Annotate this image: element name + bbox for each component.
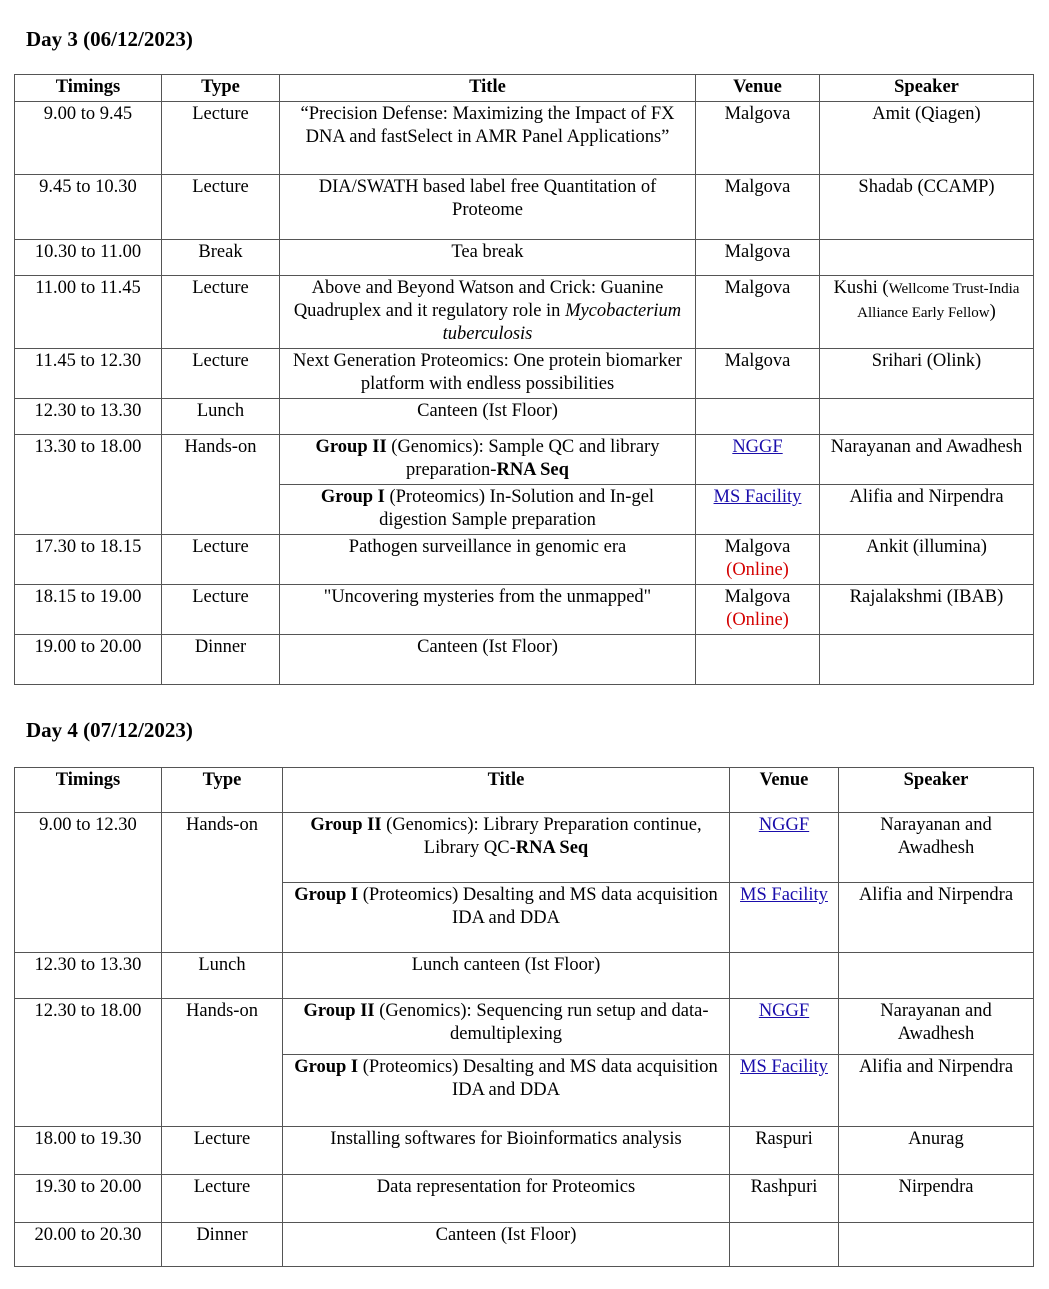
- title-text: (Proteomics) Desalting and MS data acquisition IDA and DDA: [358, 1057, 718, 1100]
- cell-venue: Malgova: [696, 102, 820, 175]
- cell-type: Lecture: [162, 349, 280, 399]
- cell-title: Canteen (Ist Floor): [280, 635, 696, 685]
- cell-speaker: [820, 399, 1034, 435]
- cell-time: 17.30 to 18.15: [15, 535, 162, 585]
- title-text: (Genomics): Library Preparation continue, Library QC-: [381, 815, 702, 858]
- cell-title: [280, 276, 696, 349]
- cell-speaker: Ankit (illumina): [820, 535, 1034, 585]
- table-row: [15, 813, 1034, 883]
- header-venue: Venue: [696, 75, 820, 102]
- cell-venue: [730, 813, 839, 883]
- table-row: [15, 240, 1034, 276]
- cell-speaker: Anurag: [839, 1127, 1034, 1175]
- cell-title: Data representation for Proteomics: [283, 1175, 730, 1223]
- cell-venue: [730, 883, 839, 953]
- table-row: [15, 999, 1034, 1055]
- table-row: [15, 1223, 1034, 1267]
- cell-venue: [730, 1055, 839, 1127]
- cell-venue: [696, 485, 820, 535]
- group-label: Group II: [315, 437, 387, 457]
- cell-speaker: Srihari (Olink): [820, 349, 1034, 399]
- cell-venue: [730, 999, 839, 1055]
- venue-link-ms-facility[interactable]: MS Facility: [740, 1057, 828, 1077]
- title-emphasis: RNA Seq: [515, 838, 589, 858]
- cell-speaker: Alifia and Nirpendra: [839, 1055, 1034, 1127]
- cell-venue: [730, 953, 839, 999]
- cell-title: [280, 485, 696, 535]
- speaker-paren: ): [989, 302, 996, 322]
- speaker-name: Kushi (: [833, 278, 889, 298]
- table-row: [15, 102, 1034, 175]
- cell-type: Dinner: [162, 1223, 283, 1267]
- table-row: [15, 175, 1034, 240]
- venue-link-nggf[interactable]: NGGF: [758, 1001, 810, 1021]
- day4-heading: Day 4 (07/12/2023): [26, 718, 193, 742]
- title-text: (Genomics): Sequencing run setup and data-demultiplexing: [374, 1001, 709, 1044]
- cell-type: Lecture: [162, 276, 280, 349]
- cell-speaker: [820, 240, 1034, 276]
- cell-title: [283, 883, 730, 953]
- cell-time: 11.00 to 11.45: [15, 276, 162, 349]
- group-label: Group I: [320, 487, 385, 507]
- cell-speaker: Narayanan and Awadhesh: [839, 813, 1034, 883]
- cell-speaker: [820, 635, 1034, 685]
- venue-link-ms-facility[interactable]: MS Facility: [713, 487, 802, 507]
- cell-speaker: [839, 953, 1034, 999]
- venue-link-nggf[interactable]: NGGF: [732, 437, 783, 457]
- cell-type: Lecture: [162, 535, 280, 585]
- header-type: Type: [162, 768, 283, 813]
- cell-time: 12.30 to 13.30: [15, 399, 162, 435]
- cell-type: Lecture: [162, 1175, 283, 1223]
- cell-type: Lecture: [162, 1127, 283, 1175]
- cell-type: Lecture: [162, 175, 280, 240]
- table-row: [15, 435, 1034, 485]
- cell-venue: [696, 399, 820, 435]
- cell-time: 12.30 to 13.30: [15, 953, 162, 999]
- cell-time: 12.30 to 18.00: [15, 999, 162, 1127]
- cell-speaker: Nirpendra: [839, 1175, 1034, 1223]
- cell-time: 19.00 to 20.00: [15, 635, 162, 685]
- cell-time: 9.00 to 12.30: [15, 813, 162, 953]
- group-label: Group I: [294, 885, 359, 905]
- cell-time: 18.15 to 19.00: [15, 585, 162, 635]
- cell-speaker: [820, 276, 1034, 349]
- speaker-affiliation: Wellcome Trust-India Alliance Early Fellow: [857, 281, 1020, 321]
- venue-link-nggf[interactable]: NGGF: [758, 815, 810, 835]
- cell-venue: [696, 535, 820, 585]
- cell-venue: Malgova: [696, 240, 820, 276]
- cell-venue: Raspuri: [730, 1127, 839, 1175]
- cell-speaker: Shadab (CCAMP): [820, 175, 1034, 240]
- cell-venue: Malgova: [696, 276, 820, 349]
- cell-title: “Precision Defense: Maximizing the Impact of FX DNA and fastSelect in AMR Panel Applications”: [280, 102, 696, 175]
- cell-title: Next Generation Proteomics: One protein biomarker platform with endless possibilities: [280, 349, 696, 399]
- table-header-row: [15, 768, 1034, 813]
- cell-time: 18.00 to 19.30: [15, 1127, 162, 1175]
- table-row: [15, 399, 1034, 435]
- cell-type: Hands-on: [162, 813, 283, 953]
- header-timings: Timings: [15, 768, 162, 813]
- cell-type: Dinner: [162, 635, 280, 685]
- table-row: [15, 635, 1034, 685]
- table-row: [15, 276, 1034, 349]
- cell-title: [280, 435, 696, 485]
- cell-time: 9.45 to 10.30: [15, 175, 162, 240]
- cell-speaker: Narayanan and Awadhesh: [820, 435, 1034, 485]
- header-title: Title: [280, 75, 696, 102]
- table-row: [15, 349, 1034, 399]
- table-row: [15, 535, 1034, 585]
- table-row: [15, 585, 1034, 635]
- title-text: Above and Beyond Watson and Crick: Guanine Quadruplex and it regulatory role in: [293, 278, 664, 321]
- cell-title: Pathogen surveillance in genomic era: [280, 535, 696, 585]
- title-text: (Genomics): Sample QC and library preparation-: [386, 437, 660, 480]
- cell-time: 20.00 to 20.30: [15, 1223, 162, 1267]
- cell-type: Lunch: [162, 953, 283, 999]
- header-speaker: Speaker: [820, 75, 1034, 102]
- cell-speaker: Narayanan and Awadhesh: [839, 999, 1034, 1055]
- cell-title: Tea break: [280, 240, 696, 276]
- title-text: (Proteomics) Desalting and MS data acquisition IDA and DDA: [358, 885, 718, 928]
- cell-time: 9.00 to 9.45: [15, 102, 162, 175]
- cell-venue: Rashpuri: [730, 1175, 839, 1223]
- cell-time: 19.30 to 20.00: [15, 1175, 162, 1223]
- header-venue: Venue: [730, 768, 839, 813]
- organism-name: Mycobacterium tuberculosis: [442, 301, 682, 344]
- day4-schedule-table: [14, 767, 1034, 1267]
- table-row: [15, 953, 1034, 999]
- cell-type: Break: [162, 240, 280, 276]
- venue-name: Malgova: [724, 587, 791, 607]
- cell-venue: [696, 435, 820, 485]
- group-label: Group I: [294, 1057, 359, 1077]
- cell-type: Lunch: [162, 399, 280, 435]
- cell-type: Hands-on: [162, 435, 280, 535]
- group-label: Group II: [303, 1001, 375, 1021]
- cell-speaker: Alifia and Nirpendra: [839, 883, 1034, 953]
- cell-speaker: [839, 1223, 1034, 1267]
- day3-heading: Day 3 (06/12/2023): [26, 27, 193, 51]
- cell-time: 11.45 to 12.30: [15, 349, 162, 399]
- table-header-row: [15, 75, 1034, 102]
- group-label: Group II: [310, 815, 382, 835]
- cell-time: 10.30 to 11.00: [15, 240, 162, 276]
- header-speaker: Speaker: [839, 768, 1034, 813]
- table-row: [15, 1175, 1034, 1223]
- cell-title: Lunch canteen (Ist Floor): [283, 953, 730, 999]
- cell-type: Lecture: [162, 102, 280, 175]
- cell-title: Installing softwares for Bioinformatics analysis: [283, 1127, 730, 1175]
- header-type: Type: [162, 75, 280, 102]
- cell-time: 13.30 to 18.00: [15, 435, 162, 535]
- venue-name: Malgova: [724, 537, 791, 557]
- cell-title: Canteen (Ist Floor): [283, 1223, 730, 1267]
- table-row: [15, 1127, 1034, 1175]
- cell-venue: Malgova: [696, 175, 820, 240]
- cell-title: [283, 999, 730, 1055]
- cell-title: [283, 813, 730, 883]
- cell-title: Canteen (Ist Floor): [280, 399, 696, 435]
- cell-title: DIA/SWATH based label free Quantitation of Proteome: [280, 175, 696, 240]
- header-timings: Timings: [15, 75, 162, 102]
- cell-title: [283, 1055, 730, 1127]
- cell-venue: Malgova: [696, 349, 820, 399]
- online-note: (Online): [726, 560, 789, 580]
- header-title: Title: [283, 768, 730, 813]
- cell-speaker: Rajalakshmi (IBAB): [820, 585, 1034, 635]
- online-note: (Online): [726, 610, 789, 630]
- cell-speaker: Alifia and Nirpendra: [820, 485, 1034, 535]
- cell-title: "Uncovering mysteries from the unmapped": [280, 585, 696, 635]
- cell-venue: [696, 585, 820, 635]
- cell-speaker: Amit (Qiagen): [820, 102, 1034, 175]
- cell-type: Hands-on: [162, 999, 283, 1127]
- day3-schedule-table: [14, 74, 1034, 685]
- venue-link-ms-facility[interactable]: MS Facility: [740, 885, 828, 905]
- title-text: (Proteomics) In-Solution and In-gel digestion Sample preparation: [379, 487, 655, 530]
- title-emphasis: RNA Seq: [496, 460, 569, 480]
- cell-type: Lecture: [162, 585, 280, 635]
- cell-venue: [696, 635, 820, 685]
- cell-venue: [730, 1223, 839, 1267]
